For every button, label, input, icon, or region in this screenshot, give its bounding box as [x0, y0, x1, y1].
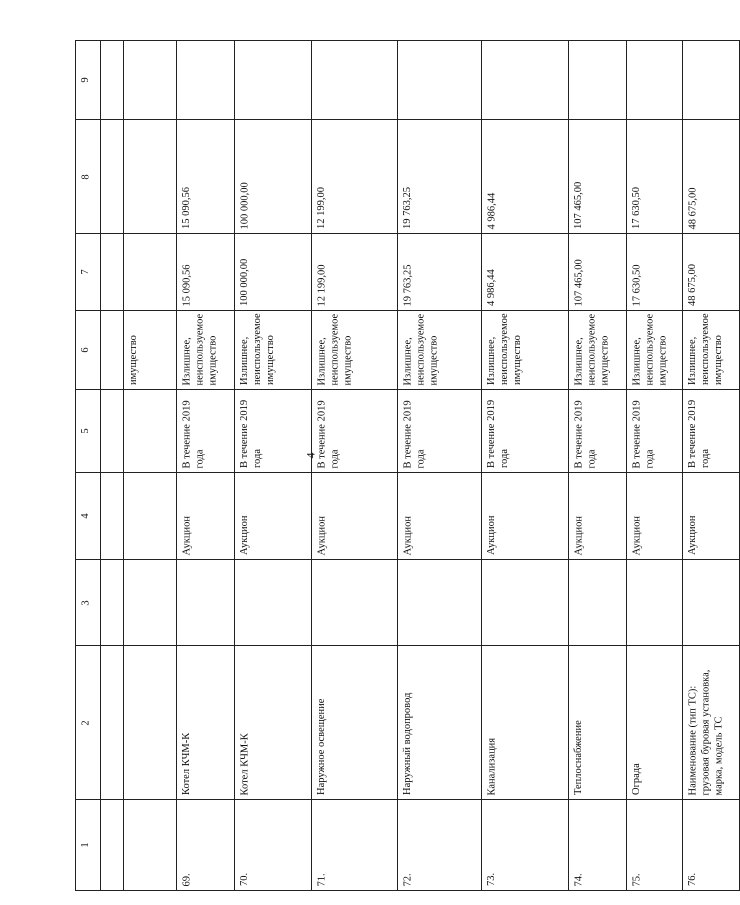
cell-reason: [683, 311, 740, 390]
cell-c8: [398, 120, 482, 234]
cell-period: [398, 390, 482, 473]
continuation-cell: [124, 560, 177, 646]
blank-cell: [101, 800, 124, 891]
cell-method-text: Аукцион: [402, 515, 413, 555]
cell-period: [627, 390, 683, 473]
cell-method-text: Аукцион: [573, 515, 584, 555]
column-header: [76, 41, 101, 120]
cell-c7-text: 15 090,56: [181, 264, 192, 306]
cell-c7: [235, 234, 312, 311]
cell-c9: [569, 41, 627, 120]
cell-method-text: Аукцион: [486, 515, 497, 555]
cell-no: [398, 800, 482, 891]
table-row-col-5-period: [76, 390, 740, 473]
cell-reason-text: Излишнее, неиспользуемое имущество: [181, 313, 218, 385]
column-header: [76, 560, 101, 646]
cell-c7: [398, 234, 482, 311]
cell-no: [482, 800, 569, 891]
cell-reason: [398, 311, 482, 390]
column-header-text: 8: [80, 173, 91, 180]
cell-period-text: В течение 2019 года: [181, 399, 205, 468]
cell-c8-text: 12 199,00: [316, 187, 327, 229]
cell-reason-text: Излишнее, неиспользуемое имущество: [402, 313, 439, 385]
cell-name-text: Теплоснабжение: [573, 720, 584, 795]
cell-c8-text: 107 465,00: [573, 181, 584, 229]
blank-cell: [101, 120, 124, 234]
cell-name-text: Котел КЧМ-К: [181, 732, 192, 795]
table-row-col-4-method: [76, 473, 740, 560]
continuation-cell: [124, 311, 177, 390]
cell-c7-text: 17 630,50: [631, 264, 642, 306]
cell-c7-text: 48 675,00: [687, 264, 698, 306]
cell-c8: [627, 120, 683, 234]
cell-c9-text: [686, 45, 736, 115]
cell-c3: [569, 560, 627, 646]
cell-c8-text: 100 000,00: [239, 181, 250, 229]
continuation-cell-text: имущество: [128, 335, 139, 385]
cell-name: [569, 646, 627, 800]
cell-no-text: 69.: [181, 872, 192, 886]
cell-period: [569, 390, 627, 473]
cell-no-text: 75.: [631, 872, 642, 886]
table-row-col-7: [76, 234, 740, 311]
table-row-col-9: [76, 41, 740, 120]
cell-method-text: Аукцион: [687, 515, 698, 555]
column-header-text: 2: [80, 719, 91, 726]
cell-c3-text: [686, 564, 736, 641]
cell-c7: [482, 234, 569, 311]
blank-cell: [101, 473, 124, 560]
cell-c3-text: [401, 564, 478, 641]
table-row-col-2-name: [76, 646, 740, 800]
cell-no: [312, 800, 398, 891]
cell-c7: [683, 234, 740, 311]
continuation-cell: [124, 120, 177, 234]
cell-period: [683, 390, 740, 473]
cell-no-text: 70.: [239, 872, 250, 886]
blank-cell: [101, 390, 124, 473]
cell-c7: [627, 234, 683, 311]
cell-no-text: 72.: [402, 872, 413, 886]
column-header-text: 4: [80, 513, 91, 519]
cell-c9-text: [238, 45, 308, 115]
cell-c3: [482, 560, 569, 646]
cell-method: [569, 473, 627, 560]
cell-name: [177, 646, 235, 800]
cell-name: [482, 646, 569, 800]
cell-c8-text: 19 763,25: [402, 187, 413, 229]
cell-name-text: Котел КЧМ-К: [239, 732, 250, 795]
cell-no-text: 71.: [316, 872, 327, 886]
cell-method: [627, 473, 683, 560]
cell-no: [177, 800, 235, 891]
cell-name-text: Наименование (тип ТС): грузовая буровая установка, марка, модель ТС: [687, 669, 724, 795]
column-header: [76, 390, 101, 473]
cell-name: [235, 646, 312, 800]
cell-c8-text: 4 986,44: [486, 192, 497, 229]
cell-name: [627, 646, 683, 800]
cell-method-text: Аукцион: [316, 515, 327, 555]
cell-period: [482, 390, 569, 473]
cell-method: [398, 473, 482, 560]
column-header-text: 5: [80, 428, 91, 434]
cell-name: [398, 646, 482, 800]
cell-c8: [683, 120, 740, 234]
cell-c3: [235, 560, 312, 646]
cell-name-text: Ограда: [631, 763, 642, 795]
cell-c8-text: 15 090,56: [181, 187, 192, 229]
cell-reason-text: Излишнее, неиспользуемое имущество: [687, 313, 724, 385]
column-header-text: 9: [80, 77, 91, 83]
cell-period-text: В течение 2019 года: [573, 399, 597, 468]
cell-c7-text: 4 986,44: [486, 269, 497, 306]
blank-cell: [101, 311, 124, 390]
cell-method-text: Аукцион: [631, 515, 642, 555]
continuation-cell: [124, 390, 177, 473]
column-header-text: 3: [80, 599, 91, 606]
property-table: [75, 40, 740, 891]
continuation-cell: [124, 646, 177, 800]
blank-cell: [101, 560, 124, 646]
cell-period-text: В течение 2019 года: [239, 399, 263, 468]
column-header-text: 6: [80, 347, 91, 353]
blank-cell: [101, 234, 124, 311]
cell-period: [235, 390, 312, 473]
cell-c8: [235, 120, 312, 234]
cell-name-text: Наружное освещение: [316, 698, 327, 795]
cell-name-text: Наружный водопровод: [402, 692, 413, 795]
cell-period-text: В течение 2019 года: [402, 399, 426, 468]
cell-method: [683, 473, 740, 560]
column-header: [76, 120, 101, 234]
cell-name: [683, 646, 740, 800]
cell-name: [312, 646, 398, 800]
cell-period-text: В течение 2019 года: [486, 399, 510, 468]
cell-method: [235, 473, 312, 560]
cell-method: [482, 473, 569, 560]
table-row-col-6-reason: [76, 311, 740, 390]
cell-c9-text: [315, 45, 394, 115]
column-header: [76, 800, 101, 891]
cell-method: [312, 473, 398, 560]
cell-c9: [312, 41, 398, 120]
cell-c9: [177, 41, 235, 120]
cell-c9-text: [180, 45, 231, 115]
cell-reason: [569, 311, 627, 390]
cell-c7: [569, 234, 627, 311]
table-row-col-3: [76, 560, 740, 646]
cell-reason: [235, 311, 312, 390]
cell-c7-text: 107 465,00: [573, 258, 584, 306]
cell-no-text: 74.: [573, 872, 584, 886]
cell-c8-text: 48 675,00: [687, 187, 698, 229]
page-number: 4: [303, 452, 318, 459]
cell-c7-text: 100 000,00: [239, 258, 250, 306]
column-header-text: 7: [80, 269, 91, 275]
blank-cell: [101, 646, 124, 800]
cell-method: [177, 473, 235, 560]
cell-c9: [683, 41, 740, 120]
cell-c9-text: [401, 45, 478, 115]
cell-period: [312, 390, 398, 473]
cell-c3-text: [315, 564, 394, 641]
cell-reason: [312, 311, 398, 390]
cell-no-text: 76.: [687, 872, 698, 886]
cell-period-text: В течение 2019 года: [316, 399, 340, 468]
cell-c8: [482, 120, 569, 234]
cell-c9-text: [485, 45, 565, 115]
cell-c7: [177, 234, 235, 311]
cell-reason-text: Излишнее, неиспользуемое имущество: [486, 313, 523, 385]
column-header-text: 1: [80, 842, 91, 848]
cell-period: [177, 390, 235, 473]
blank-cell: [101, 41, 124, 120]
cell-c3: [312, 560, 398, 646]
cell-c3-text: [572, 564, 623, 641]
cell-c8: [177, 120, 235, 234]
cell-c9: [235, 41, 312, 120]
cell-reason-text: Излишнее, неиспользуемое имущество: [573, 313, 610, 385]
table-row-col-8: [76, 120, 740, 234]
cell-no: [235, 800, 312, 891]
cell-reason: [627, 311, 683, 390]
cell-c3-text: [485, 564, 565, 641]
cell-period-text: В течение 2019 года: [631, 399, 655, 468]
column-header: [76, 646, 101, 800]
cell-c3-text: [238, 564, 308, 641]
cell-c7-text: 19 763,25: [402, 264, 413, 306]
cell-c9: [398, 41, 482, 120]
cell-c7: [312, 234, 398, 311]
cell-c3: [398, 560, 482, 646]
cell-c8: [569, 120, 627, 234]
cell-c3-text: [180, 564, 231, 641]
continuation-cell: [124, 800, 177, 891]
cell-reason-text: Излишнее, неиспользуемое имущество: [316, 313, 353, 385]
table-row-col-1-number: [76, 800, 740, 891]
cell-reason-text: Излишнее, неиспользуемое имущество: [239, 313, 276, 385]
continuation-cell: [124, 41, 177, 120]
cell-reason-text: Излишнее, неиспользуемое имущество: [631, 313, 668, 385]
column-header: [76, 473, 101, 560]
cell-reason: [177, 311, 235, 390]
cell-no: [569, 800, 627, 891]
cell-no: [683, 800, 740, 891]
cell-name-text: Канализация: [486, 737, 497, 795]
cell-reason: [482, 311, 569, 390]
continuation-cell: [124, 473, 177, 560]
cell-c3: [627, 560, 683, 646]
column-header: [76, 311, 101, 390]
cell-c3: [177, 560, 235, 646]
cell-no-text: 73.: [486, 872, 497, 886]
cell-c9: [482, 41, 569, 120]
continuation-cell: [124, 234, 177, 311]
cell-c8: [312, 120, 398, 234]
cell-c9-text: [572, 45, 623, 115]
cell-c9-text: [630, 45, 679, 115]
column-header: [76, 234, 101, 311]
cell-period-text: В течение 2019 года: [687, 399, 711, 468]
cell-method-text: Аукцион: [181, 515, 192, 555]
cell-c3-text: [630, 564, 679, 641]
cell-c7-text: 12 199,00: [316, 264, 327, 306]
cell-c9: [627, 41, 683, 120]
cell-c8-text: 17 630,50: [631, 187, 642, 229]
cell-method-text: Аукцион: [239, 515, 250, 555]
cell-c3: [683, 560, 740, 646]
cell-no: [627, 800, 683, 891]
